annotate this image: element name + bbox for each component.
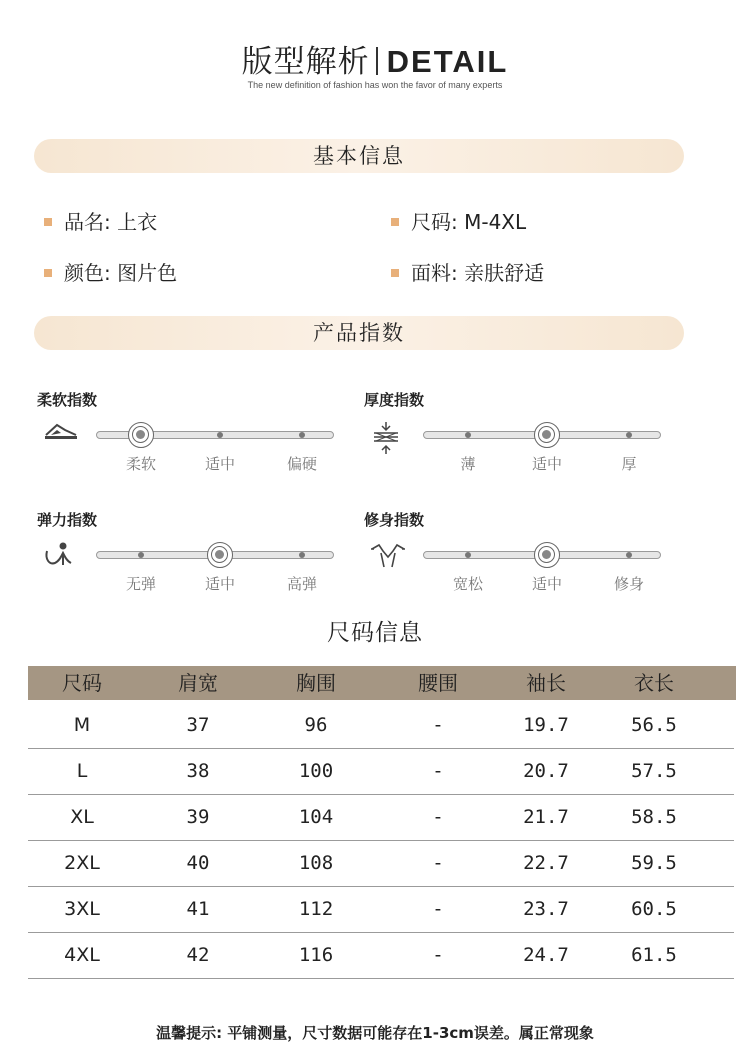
index-label: 厚度指数: [364, 391, 425, 409]
table-cell: -: [432, 806, 444, 828]
table-cell: 100: [298, 760, 334, 782]
index-slider-knob: [534, 422, 560, 448]
index-tick-dot: [299, 552, 305, 558]
info-value: 图片色: [117, 261, 178, 285]
index-tick-label: 宽松: [452, 575, 483, 593]
table-cell: 20.7: [523, 760, 569, 782]
measurement-tip: 温馨提示: 平铺测量，尺寸数据可能存在1-3cm误差。属正常现象: [156, 1024, 594, 1042]
index-tick-label: 适中: [204, 575, 235, 593]
title-en: DETAIL: [386, 44, 509, 79]
index-tick-dot: [626, 432, 632, 438]
info-item-size: [391, 206, 526, 235]
basic-info-heading: 基本信息: [34, 139, 684, 173]
info-label: 尺码:: [411, 210, 465, 234]
table-cell: 2XL: [64, 852, 100, 874]
index-slider-knob: [534, 542, 560, 568]
index-label: 弹力指数: [37, 511, 98, 529]
table-row: [28, 794, 734, 841]
info-item-color: [44, 257, 177, 286]
table-cell: 60.5: [631, 898, 677, 920]
index-tick-dot: [217, 432, 223, 438]
index-tick-label: 厚: [621, 455, 637, 473]
title-zh: 版型解析: [241, 44, 370, 80]
table-cell: 21.7: [523, 806, 569, 828]
table-cell: 41: [186, 898, 210, 920]
index-tick-dot: [299, 432, 305, 438]
column-header: 胸围: [296, 671, 336, 695]
index-slider-knob: [128, 422, 154, 448]
index-tick-label: 柔软: [125, 455, 156, 473]
table-cell: 42: [186, 944, 210, 966]
table-row: [28, 840, 734, 887]
index-tick-label: 偏硬: [286, 455, 317, 473]
table-row: [28, 932, 734, 979]
info-item-fabric: [391, 257, 544, 286]
table-cell: 112: [298, 898, 334, 920]
table-cell: 56.5: [631, 714, 677, 736]
table-cell: M: [73, 714, 91, 736]
table-cell: -: [432, 898, 444, 920]
column-header: 腰围: [418, 671, 458, 695]
table-cell: 38: [186, 760, 210, 782]
info-value: M-4XL: [464, 210, 527, 234]
column-header: 尺码: [62, 671, 102, 695]
table-cell: 39: [186, 806, 210, 828]
table-cell: 58.5: [631, 806, 677, 828]
table-cell: 57.5: [631, 760, 677, 782]
fabric-press-icon: [43, 421, 79, 443]
table-cell: L: [76, 760, 88, 782]
info-item-name: [44, 206, 157, 235]
index-tick-label: 适中: [531, 455, 562, 473]
table-row: [28, 886, 734, 933]
table-cell: 23.7: [523, 898, 569, 920]
title-separator: [376, 47, 378, 75]
table-cell: XL: [70, 806, 94, 828]
table-cell: 59.5: [631, 852, 677, 874]
bullet-icon: [391, 218, 399, 226]
table-cell: 24.7: [523, 944, 569, 966]
table-cell: 108: [298, 852, 334, 874]
index-tick-dot: [465, 432, 471, 438]
fit-body-icon: [370, 541, 406, 569]
info-label: 颜色:: [64, 261, 118, 285]
table-cell: 116: [298, 944, 334, 966]
bullet-icon: [44, 269, 52, 277]
table-cell: 4XL: [64, 944, 100, 966]
index-tick-label: 适中: [204, 455, 235, 473]
table-cell: 61.5: [631, 944, 677, 966]
table-cell: 104: [298, 806, 334, 828]
info-value: 亲肤舒适: [464, 261, 545, 285]
index-tick-dot: [138, 552, 144, 558]
info-value: 上衣: [117, 210, 158, 234]
column-header: 袖长: [526, 671, 566, 695]
index-slider-knob: [207, 542, 233, 568]
index-tick-dot: [626, 552, 632, 558]
index-tick-label: 修身: [613, 575, 644, 593]
bullet-icon: [44, 218, 52, 226]
table-cell: -: [432, 852, 444, 874]
table-cell: 3XL: [64, 898, 100, 920]
table-row: [28, 702, 734, 749]
index-tick-label: 高弹: [286, 575, 317, 593]
page-title: [0, 36, 750, 81]
index-tick-label: 薄: [460, 455, 476, 473]
table-row: [28, 748, 734, 795]
column-header: 肩宽: [178, 671, 218, 695]
stretch-icon: [43, 541, 75, 569]
index-tick-dot: [465, 552, 471, 558]
table-cell: -: [432, 760, 444, 782]
index-label: 修身指数: [364, 511, 425, 529]
column-header: 衣长: [634, 671, 674, 695]
bullet-icon: [391, 269, 399, 277]
info-label: 面料:: [411, 261, 465, 285]
table-cell: -: [432, 714, 444, 736]
table-cell: -: [432, 944, 444, 966]
index-label: 柔软指数: [37, 391, 98, 409]
table-cell: 40: [186, 852, 210, 874]
index-tick-label: 无弹: [125, 575, 156, 593]
table-cell: 37: [186, 714, 210, 736]
table-cell: 96: [304, 714, 328, 736]
index-tick-label: 适中: [531, 575, 562, 593]
info-label: 品名:: [64, 210, 118, 234]
thickness-icon: [370, 421, 402, 455]
size-info-heading: 尺码信息: [327, 620, 423, 646]
table-cell: 19.7: [523, 714, 569, 736]
size-table-header: [28, 666, 736, 700]
table-cell: 22.7: [523, 852, 569, 874]
page-subtitle: The new definition of fashion has won the favor of many experts: [247, 80, 503, 90]
product-index-heading: 产品指数: [34, 316, 684, 350]
